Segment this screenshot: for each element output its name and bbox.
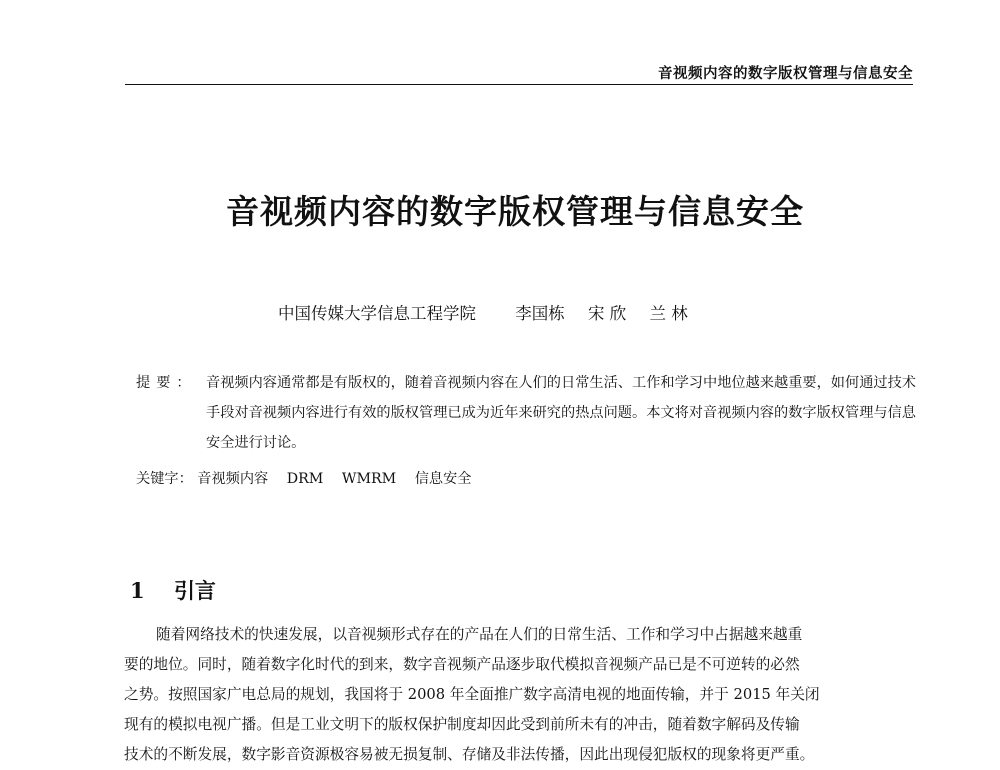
abstract-label: 提要：	[136, 375, 197, 391]
author-affiliation: 中国传媒大学信息工程学院	[278, 304, 476, 323]
section-heading	[130, 575, 216, 605]
keyword: WMRM	[341, 471, 397, 487]
keyword: DRM	[286, 471, 324, 487]
byline	[278, 300, 706, 324]
author-name: 李国栋	[515, 304, 565, 323]
paragraph-line: 现有的模拟电视广播。但是工业文明下的版权保护制度却因此受到前所未有的冲击，随着数字解码及传输	[124, 716, 800, 733]
section-number: 1	[130, 578, 145, 603]
keyword: 音视频内容	[197, 471, 269, 487]
paragraph-line: 随着网络技术的快速发展，以音视频形式存在的产品在人们的日常生活、工作和学习中占据越来越重	[156, 626, 803, 643]
paragraph-line: 技术的不断发展，数字影音资源极容易被无损复制、存储及非法传播，因此出现侵犯版权的现象将更严重。	[124, 746, 815, 763]
paragraph-line: 要的地位。同时，随着数字化时代的到来，数字音视频产品逐步取代模拟音视频产品已是不可逆转的必然	[124, 656, 800, 673]
running-header-title: 音视频内容的数字版权管理与信息安全	[658, 66, 913, 82]
keyword: 信息安全	[414, 471, 472, 487]
paragraph-line: 之势。按照国家广电总局的规划，我国将于 2008 年全面推广数字高清电视的地面传输，并于 2015 年关闭	[124, 686, 820, 703]
paper-title: 音视频内容的数字版权管理与信息安全	[226, 192, 804, 231]
abstract-text: 音视频内容通常都是有版权的，随着音视频内容在人们的日常生活、工作和学习中地位越来越重要，如何通过技术手段对音视频内容进行有效的版权管理已成为近年来研究的热点问题。本文将对音视频内容的数字版权管理与信息安全进行讨论。	[206, 375, 916, 451]
running-header	[125, 62, 913, 85]
abstract	[136, 368, 916, 458]
author-name: 兰 林	[649, 304, 688, 323]
keywords-label: 关键字：	[136, 471, 193, 487]
section-title: 引言	[173, 578, 216, 603]
author-name: 宋 欣	[588, 304, 627, 323]
section-body	[124, 620, 914, 770]
keywords	[136, 468, 485, 488]
